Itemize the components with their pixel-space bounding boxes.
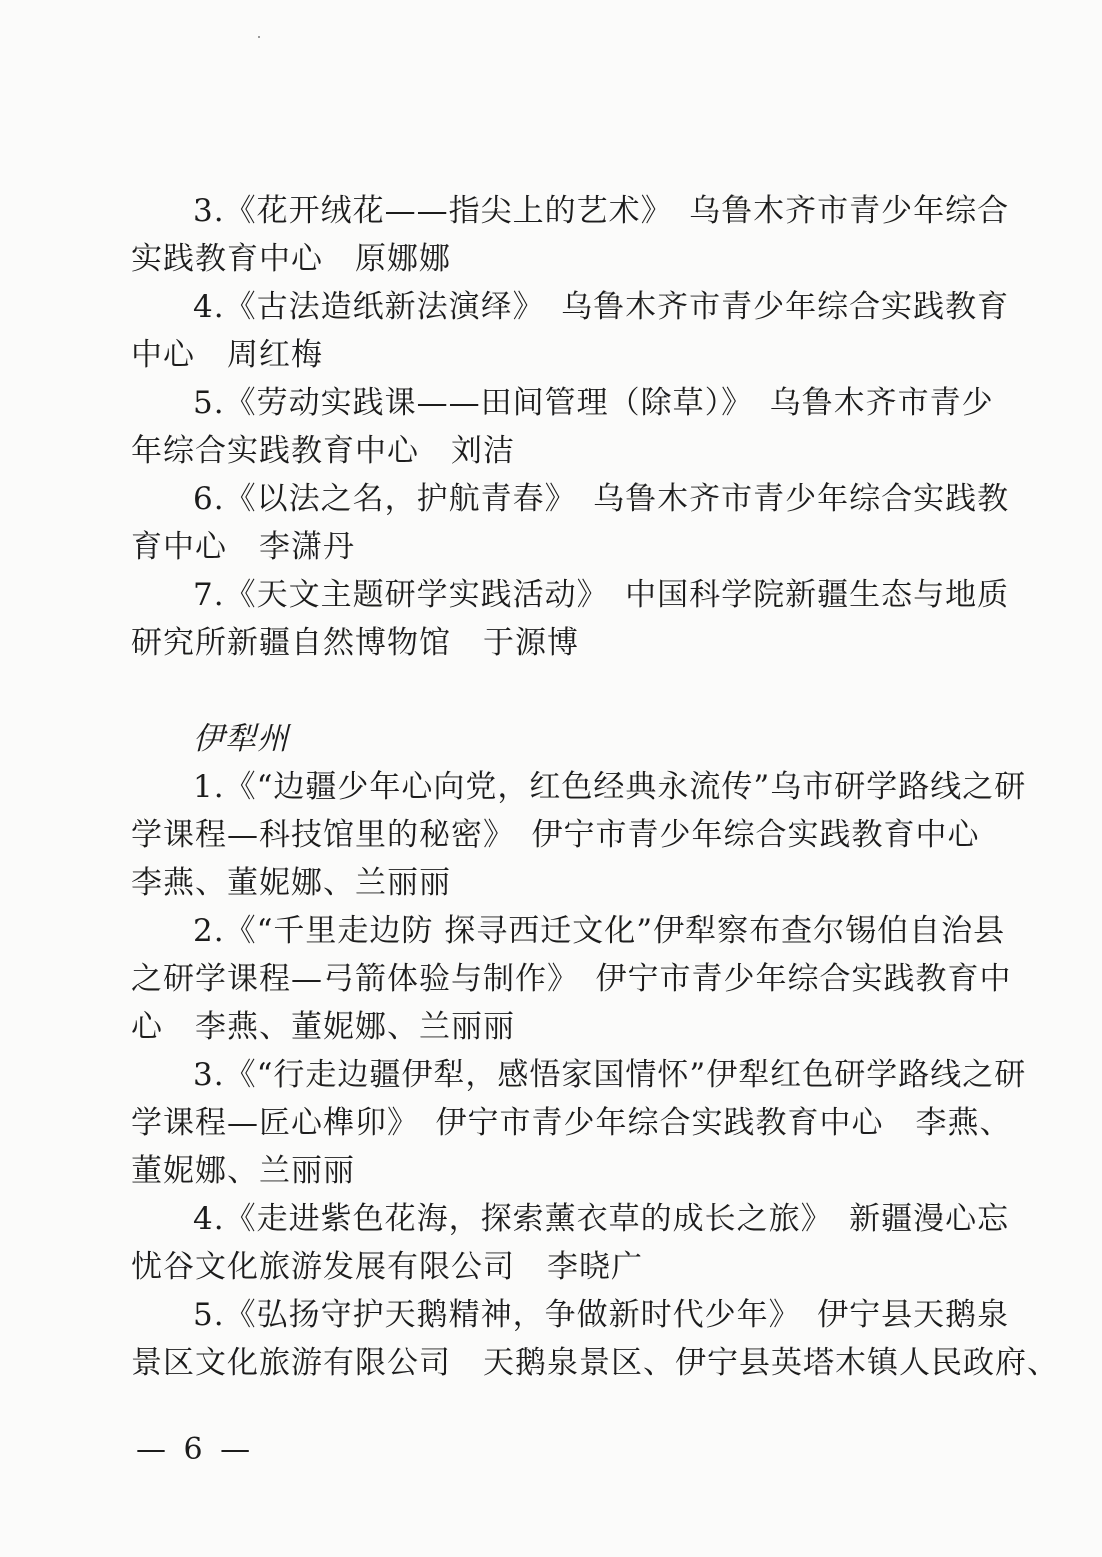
entry-line: 年综合实践教育中心 刘洁 xyxy=(131,433,515,469)
section-spacer xyxy=(131,667,951,715)
entry-line: 学课程—科技馆里的秘密》 伊宁市青少年综合实践教育中心 xyxy=(131,817,980,853)
entry-line: 3.《花开绒花——指尖上的艺术》 乌鲁木齐市青少年综合 xyxy=(193,193,1010,229)
entry-line: 学课程—匠心榫卯》 伊宁市青少年综合实践教育中心 李燕、 xyxy=(131,1105,1012,1141)
entry-line: 4.《古法造纸新法演绎》 乌鲁木齐市青少年综合实践教育 xyxy=(193,289,1010,325)
entry-line: 实践教育中心 原娜娜 xyxy=(131,241,451,277)
entry-line: 7.《天文主题研学实践活动》 中国科学院新疆生态与地质 xyxy=(193,577,1010,613)
entry-line: 5.《弘扬守护天鹅精神，争做新时代少年》 伊宁县天鹅泉 xyxy=(193,1297,1010,1333)
entry-line: 4.《走进紫色花海，探索薰衣草的成长之旅》 新疆漫心忘 xyxy=(193,1201,1010,1237)
page-number: — 6 — xyxy=(136,1432,255,1467)
scan-speck xyxy=(258,36,260,38)
entry-line: 董妮娜、兰丽丽 xyxy=(131,1153,355,1189)
section-title: 伊犁州 xyxy=(193,721,289,757)
entry-line: 2.《“千里走边防 探寻西迁文化”伊犁察布查尔锡伯自治县 xyxy=(193,913,1006,949)
entry-line: 5.《劳动实践课——田间管理（除草）》 乌鲁木齐市青少 xyxy=(193,385,994,421)
entry-line: 心 李燕、董妮娜、兰丽丽 xyxy=(131,1009,515,1045)
entry-line: 育中心 李潇丹 xyxy=(131,529,355,565)
entry-line: 之研学课程—弓箭体验与制作》 伊宁市青少年综合实践教育中 xyxy=(131,961,1012,997)
entry-line: 1.《“边疆少年心向党，红色经典永流传”乌市研学路线之研 xyxy=(193,769,1027,805)
document-body xyxy=(131,187,1059,1387)
entry-line: 景区文化旅游有限公司 天鹅泉景区、伊宁县英塔木镇人民政府、 xyxy=(131,1345,1059,1381)
entry-line: 6.《以法之名，护航青春》 乌鲁木齐市青少年综合实践教 xyxy=(193,481,1010,517)
entry-line: 忧谷文化旅游发展有限公司 李晓广 xyxy=(131,1249,643,1285)
entry-line: 李燕、董妮娜、兰丽丽 xyxy=(131,865,451,901)
entry-line: 3.《“行走边疆伊犁，感悟家国情怀”伊犁红色研学路线之研 xyxy=(193,1057,1027,1093)
entry-line: 中心 周红梅 xyxy=(131,337,323,373)
entry-line: 研究所新疆自然博物馆 于源博 xyxy=(131,625,579,661)
